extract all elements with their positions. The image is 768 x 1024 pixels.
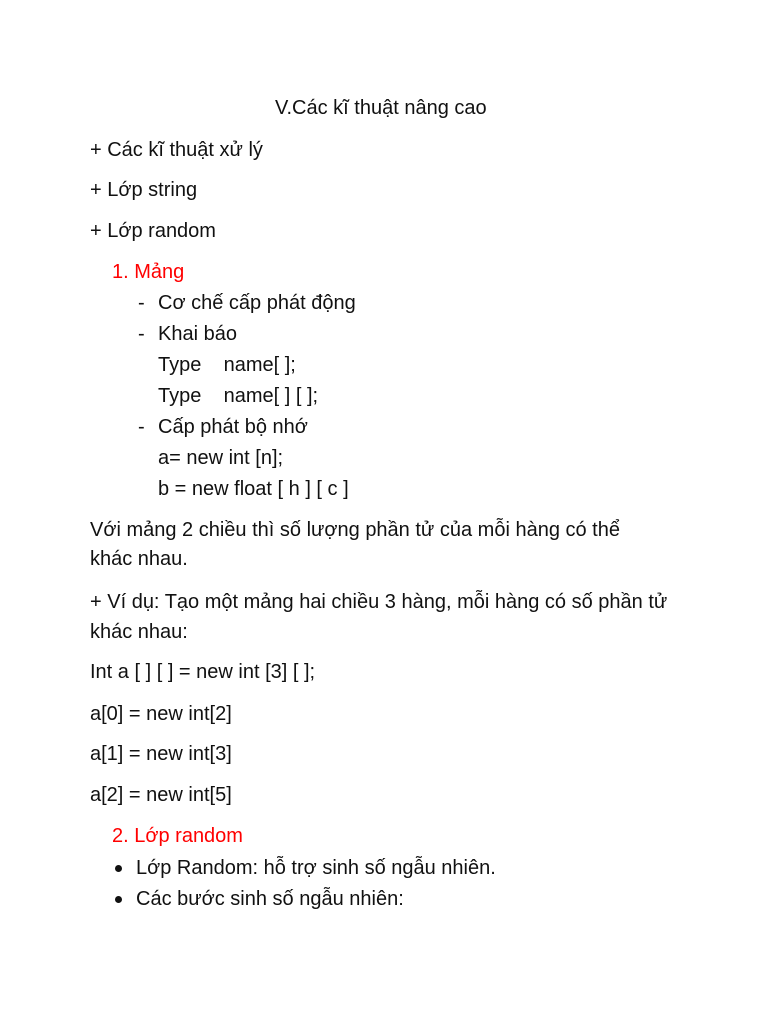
code-line: Type name[ ] [ ];: [158, 385, 319, 407]
list-item: Cấp phát bộ nhớ: [158, 416, 308, 438]
code-line: a= new int [n];: [158, 447, 284, 469]
dash-marker: -: [138, 323, 145, 345]
paragraph-line: khác nhau.: [90, 548, 188, 570]
code-line: Int a [ ] [ ] = new int [3] [ ];: [90, 661, 316, 683]
intro-line: + Lớp random: [90, 220, 216, 242]
list-item: Khai báo: [158, 323, 237, 345]
section-heading: 2. Lớp random: [112, 825, 243, 847]
bullet-icon: [115, 896, 122, 903]
intro-line: + Các kĩ thuật xử lý: [90, 139, 263, 161]
code-line: a[2] = new int[5]: [90, 784, 232, 806]
code-line: a[1] = new int[3]: [90, 743, 232, 765]
dash-marker: -: [138, 416, 145, 438]
code-line: b = new float [ h ] [ c ]: [158, 478, 349, 500]
bullet-item: Lớp Random: hỗ trợ sinh số ngẫu nhiên.: [136, 857, 496, 879]
code-line: a[0] = new int[2]: [90, 703, 232, 725]
paragraph-line: khác nhau:: [90, 621, 188, 643]
dash-marker: -: [138, 292, 145, 314]
section-heading: 1. Mảng: [112, 261, 185, 283]
list-item: Cơ chế cấp phát động: [158, 292, 356, 314]
paragraph-line: + Ví dụ: Tạo một mảng hai chiều 3 hàng, mỗi hàng có số phần tử: [90, 591, 668, 613]
bullet-icon: [115, 865, 122, 872]
bullet-item: Các bước sinh số ngẫu nhiên:: [136, 888, 404, 910]
paragraph-line: Với mảng 2 chiều thì số lượng phần tử của mỗi hàng có thể: [90, 519, 620, 541]
intro-line: + Lớp string: [90, 179, 198, 201]
code-line: Type name[ ];: [158, 354, 296, 376]
document-title: V.Các kĩ thuật nâng cao: [275, 97, 487, 119]
